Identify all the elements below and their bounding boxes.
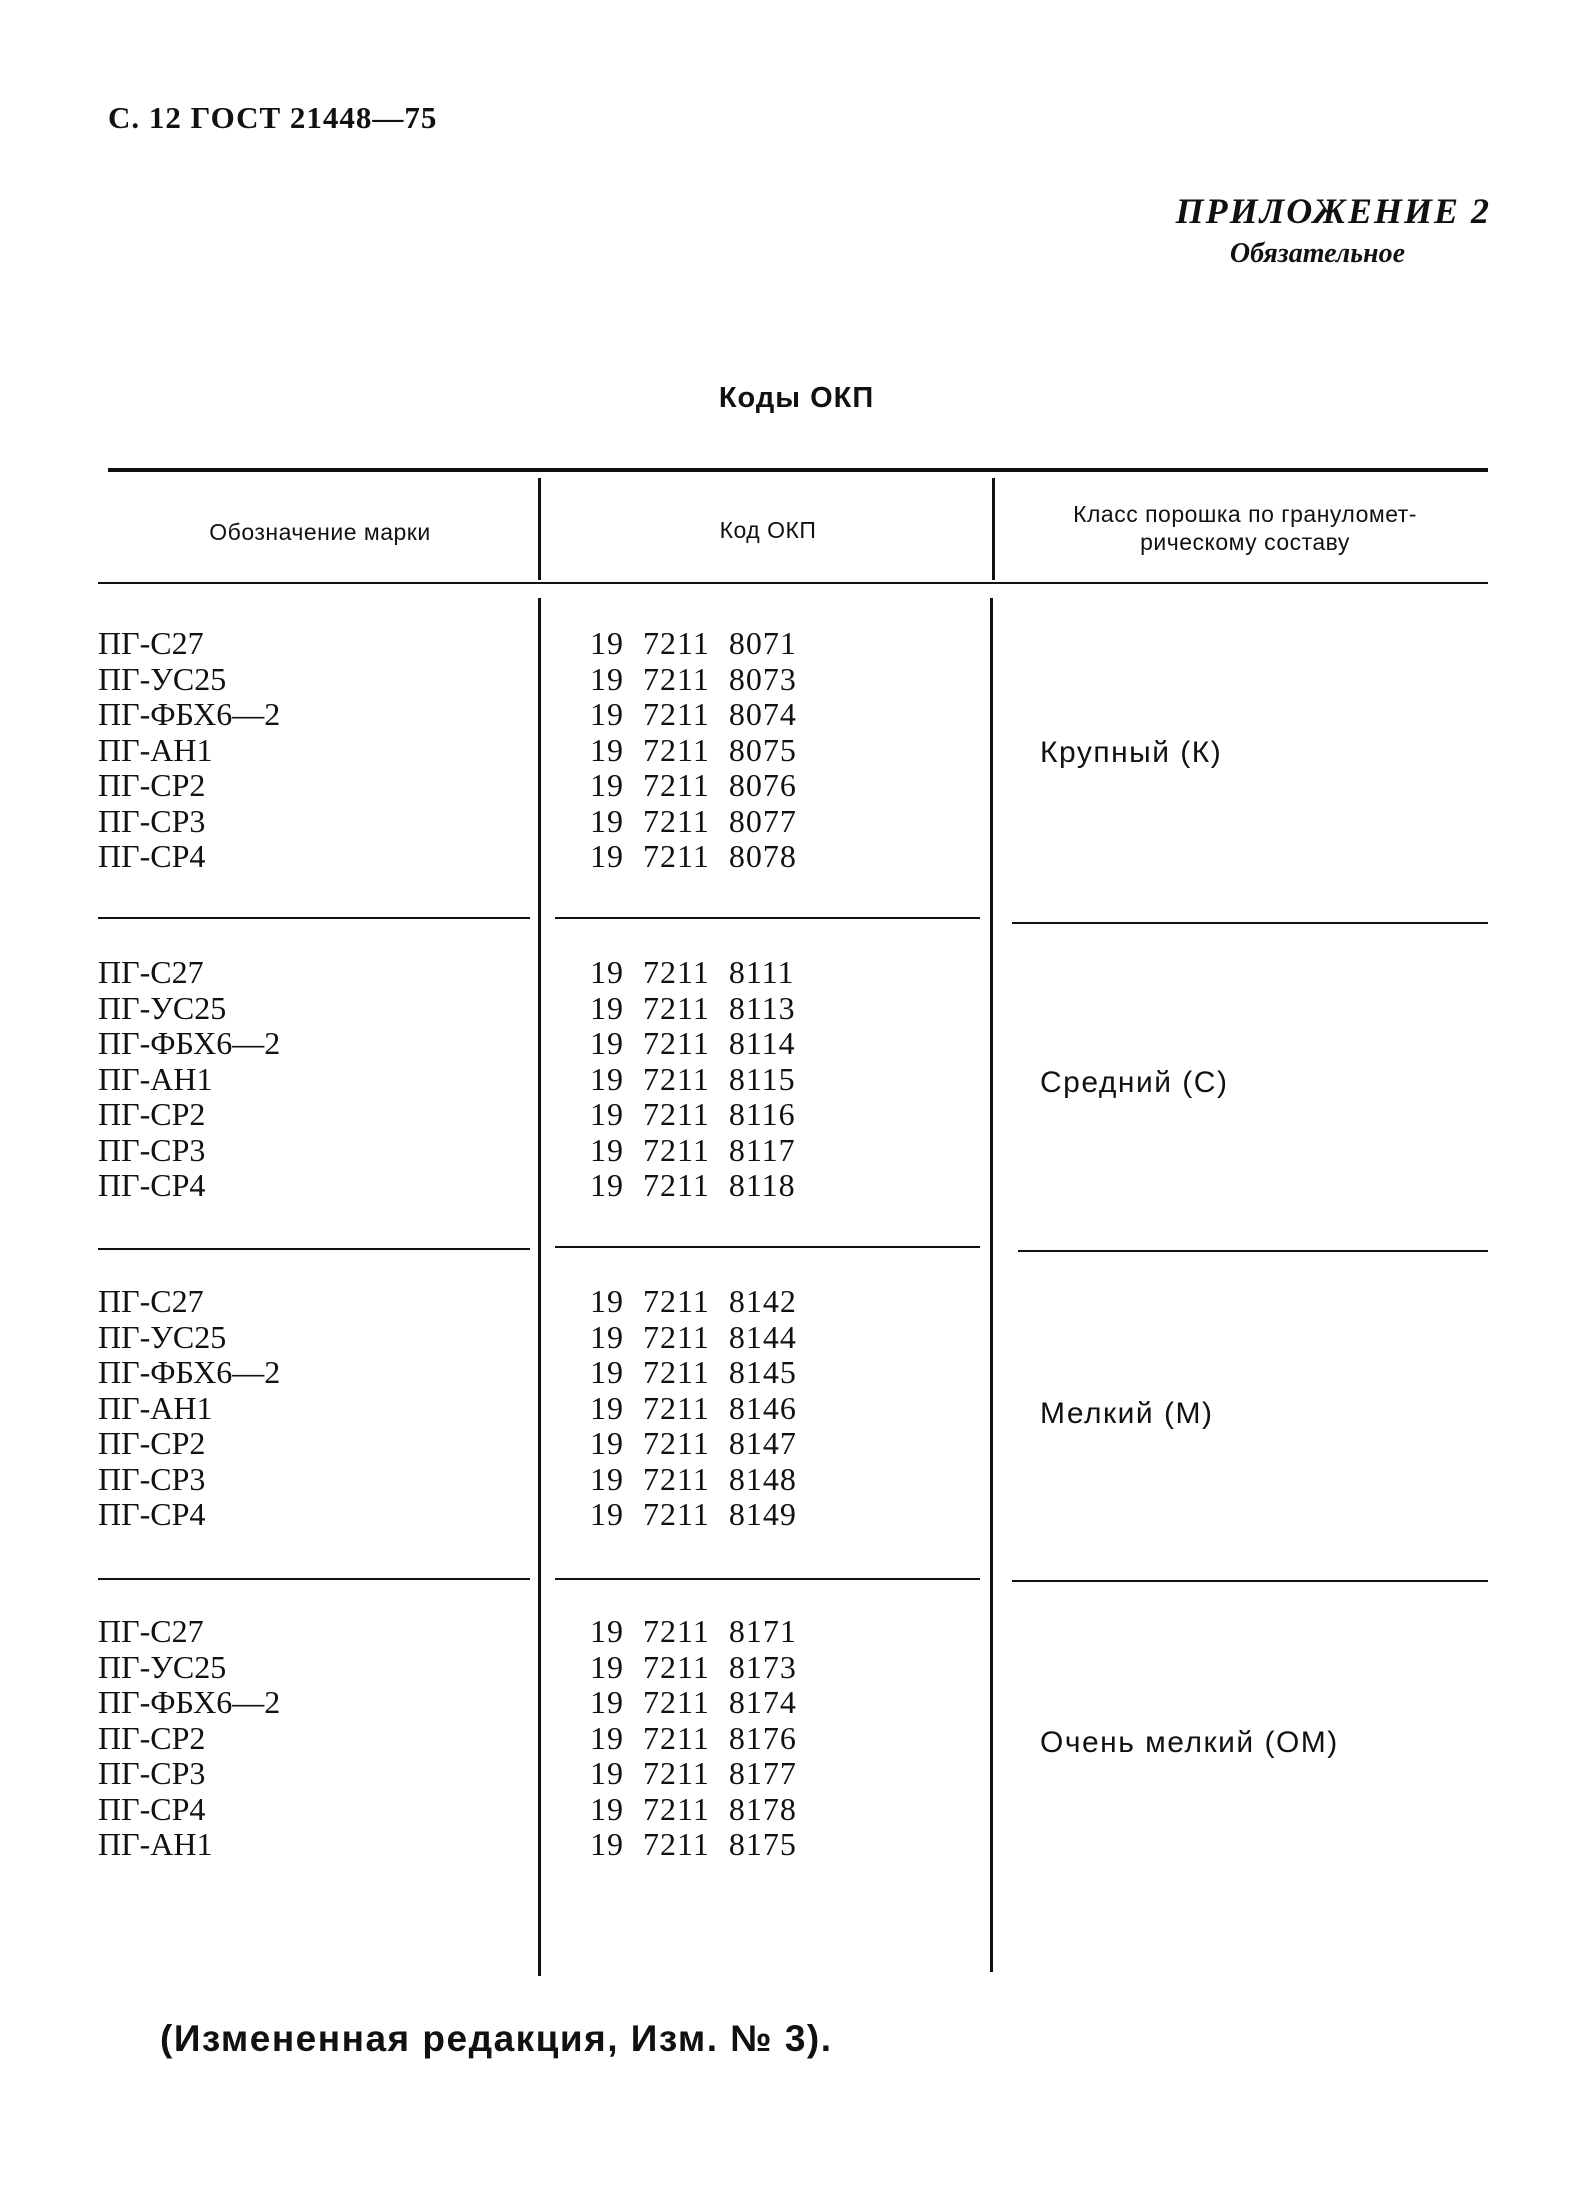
mark-cell: ПГ-ФБХ6—2 bbox=[98, 1684, 281, 1720]
mark-cell: ПГ-ФБХ6—2 bbox=[98, 1025, 281, 1061]
group-separator bbox=[555, 1578, 980, 1580]
code-cell: 19 7211 8176 bbox=[590, 1719, 797, 1756]
column-divider-2-body bbox=[990, 598, 993, 1972]
group-marks bbox=[98, 1284, 280, 1533]
code-cell: 19 7211 8117 bbox=[590, 1131, 796, 1168]
group-codes bbox=[590, 1284, 797, 1533]
code-cell: 19 7211 8073 bbox=[590, 660, 797, 697]
class-label: Средний (С) bbox=[1040, 1066, 1229, 1099]
mark-cell: ПГ-СР3 bbox=[98, 1131, 206, 1168]
code-cell: 19 7211 8148 bbox=[590, 1460, 797, 1497]
group-separator bbox=[555, 917, 980, 919]
code-cell: 19 7211 8144 bbox=[590, 1318, 797, 1355]
mark-cell: ПГ-СР4 bbox=[98, 1496, 206, 1532]
code-cell: 19 7211 8074 bbox=[590, 696, 797, 732]
code-cell: 19 7211 8171 bbox=[590, 1613, 797, 1649]
mark-cell: ПГ-СР4 bbox=[98, 1790, 206, 1827]
code-cell: 19 7211 8147 bbox=[590, 1425, 797, 1461]
code-cell: 19 7211 8146 bbox=[590, 1389, 797, 1426]
code-cell: 19 7211 8078 bbox=[590, 838, 797, 874]
column-header-class bbox=[1000, 500, 1490, 556]
column-header-code: Код ОКП bbox=[719, 517, 817, 543]
amendment-note: (Измененная редакция, Изм. № 3). bbox=[160, 2018, 833, 2059]
code-cell: 19 7211 8177 bbox=[590, 1755, 797, 1791]
mark-cell: ПГ-ФБХ6—2 bbox=[98, 696, 281, 732]
code-cell: 19 7211 8178 bbox=[590, 1790, 797, 1827]
code-cell: 19 7211 8175 bbox=[590, 1826, 797, 1862]
group-separator bbox=[555, 1246, 980, 1248]
mark-cell: ПГ-АН1 bbox=[98, 1060, 213, 1097]
group-separator bbox=[1012, 1580, 1488, 1582]
group-codes bbox=[590, 1614, 797, 1863]
code-cell: 19 7211 8115 bbox=[590, 1060, 796, 1097]
group-separator bbox=[1012, 922, 1488, 924]
mark-cell: ПГ-СР3 bbox=[98, 1460, 206, 1497]
code-cell: 19 7211 8173 bbox=[590, 1648, 797, 1685]
mark-cell: ПГ-АН1 bbox=[98, 1389, 213, 1426]
column-header-class-line: рическому составу bbox=[1140, 529, 1350, 555]
mark-cell: ПГ-СР2 bbox=[98, 1719, 206, 1756]
code-cell: 19 7211 8113 bbox=[590, 989, 796, 1026]
column-header-mark: Обозначение марки bbox=[209, 519, 431, 545]
mark-cell: ПГ-СР4 bbox=[98, 838, 206, 874]
code-cell: 19 7211 8077 bbox=[590, 802, 797, 839]
mark-cell: ПГ-УС25 bbox=[98, 989, 227, 1026]
group-separator bbox=[1018, 1250, 1488, 1252]
column-divider-1-body bbox=[538, 598, 541, 1976]
mark-cell: ПГ-С27 bbox=[98, 954, 204, 990]
code-cell: 19 7211 8145 bbox=[590, 1354, 797, 1390]
column-header-class-line: Класс порошка по грануломет- bbox=[1073, 501, 1417, 527]
mark-cell: ПГ-С27 bbox=[98, 1613, 204, 1649]
group-separator bbox=[98, 1248, 530, 1250]
class-label: Мелкий (М) bbox=[1040, 1397, 1214, 1430]
mark-cell: ПГ-СР3 bbox=[98, 802, 206, 839]
group-separator bbox=[98, 1578, 530, 1580]
group-marks bbox=[98, 1614, 280, 1863]
code-cell: 19 7211 8076 bbox=[590, 767, 797, 803]
code-cell: 19 7211 8075 bbox=[590, 731, 797, 768]
header-bottom-rule bbox=[98, 582, 1488, 584]
group-codes bbox=[590, 955, 796, 1204]
mark-cell: ПГ-С27 bbox=[98, 625, 204, 661]
code-cell: 19 7211 8116 bbox=[590, 1096, 796, 1132]
appendix-title: ПРИЛОЖЕНИЕ 2 bbox=[1175, 191, 1491, 231]
class-label: Очень мелкий (ОМ) bbox=[1040, 1726, 1339, 1759]
code-cell: 19 7211 8118 bbox=[590, 1167, 796, 1203]
mark-cell: ПГ-СР2 bbox=[98, 767, 206, 803]
group-marks bbox=[98, 626, 280, 875]
group-marks bbox=[98, 955, 280, 1204]
mark-cell: ПГ-АН1 bbox=[98, 731, 213, 768]
group-codes bbox=[590, 626, 797, 875]
mark-cell: ПГ-С27 bbox=[98, 1283, 204, 1319]
mark-cell: ПГ-УС25 bbox=[98, 660, 227, 697]
mark-cell: ПГ-СР2 bbox=[98, 1425, 206, 1461]
mark-cell: ПГ-СР4 bbox=[98, 1167, 206, 1203]
column-divider-1 bbox=[538, 478, 541, 580]
group-separator bbox=[98, 917, 530, 919]
mark-cell: ПГ-СР2 bbox=[98, 1096, 206, 1132]
mark-cell: ПГ-АН1 bbox=[98, 1826, 213, 1862]
mark-cell: ПГ-УС25 bbox=[98, 1648, 227, 1685]
class-label: Крупный (К) bbox=[1040, 736, 1223, 769]
code-cell: 19 7211 8142 bbox=[590, 1283, 797, 1319]
mark-cell: ПГ-ФБХ6—2 bbox=[98, 1354, 281, 1390]
mark-cell: ПГ-СР3 bbox=[98, 1755, 206, 1791]
code-cell: 19 7211 8174 bbox=[590, 1684, 797, 1720]
code-cell: 19 7211 8114 bbox=[590, 1025, 796, 1061]
mark-cell: ПГ-УС25 bbox=[98, 1318, 227, 1355]
appendix-subtitle: Обязательное bbox=[1229, 238, 1405, 269]
table-top-rule bbox=[108, 468, 1488, 472]
code-cell: 19 7211 8071 bbox=[590, 625, 797, 661]
column-divider-2 bbox=[992, 478, 995, 580]
code-cell: 19 7211 8149 bbox=[590, 1496, 797, 1532]
page-header: С. 12 ГОСТ 21448—75 bbox=[108, 100, 438, 135]
table-title: Коды ОКП bbox=[718, 382, 875, 414]
code-cell: 19 7211 8111 bbox=[590, 954, 795, 990]
